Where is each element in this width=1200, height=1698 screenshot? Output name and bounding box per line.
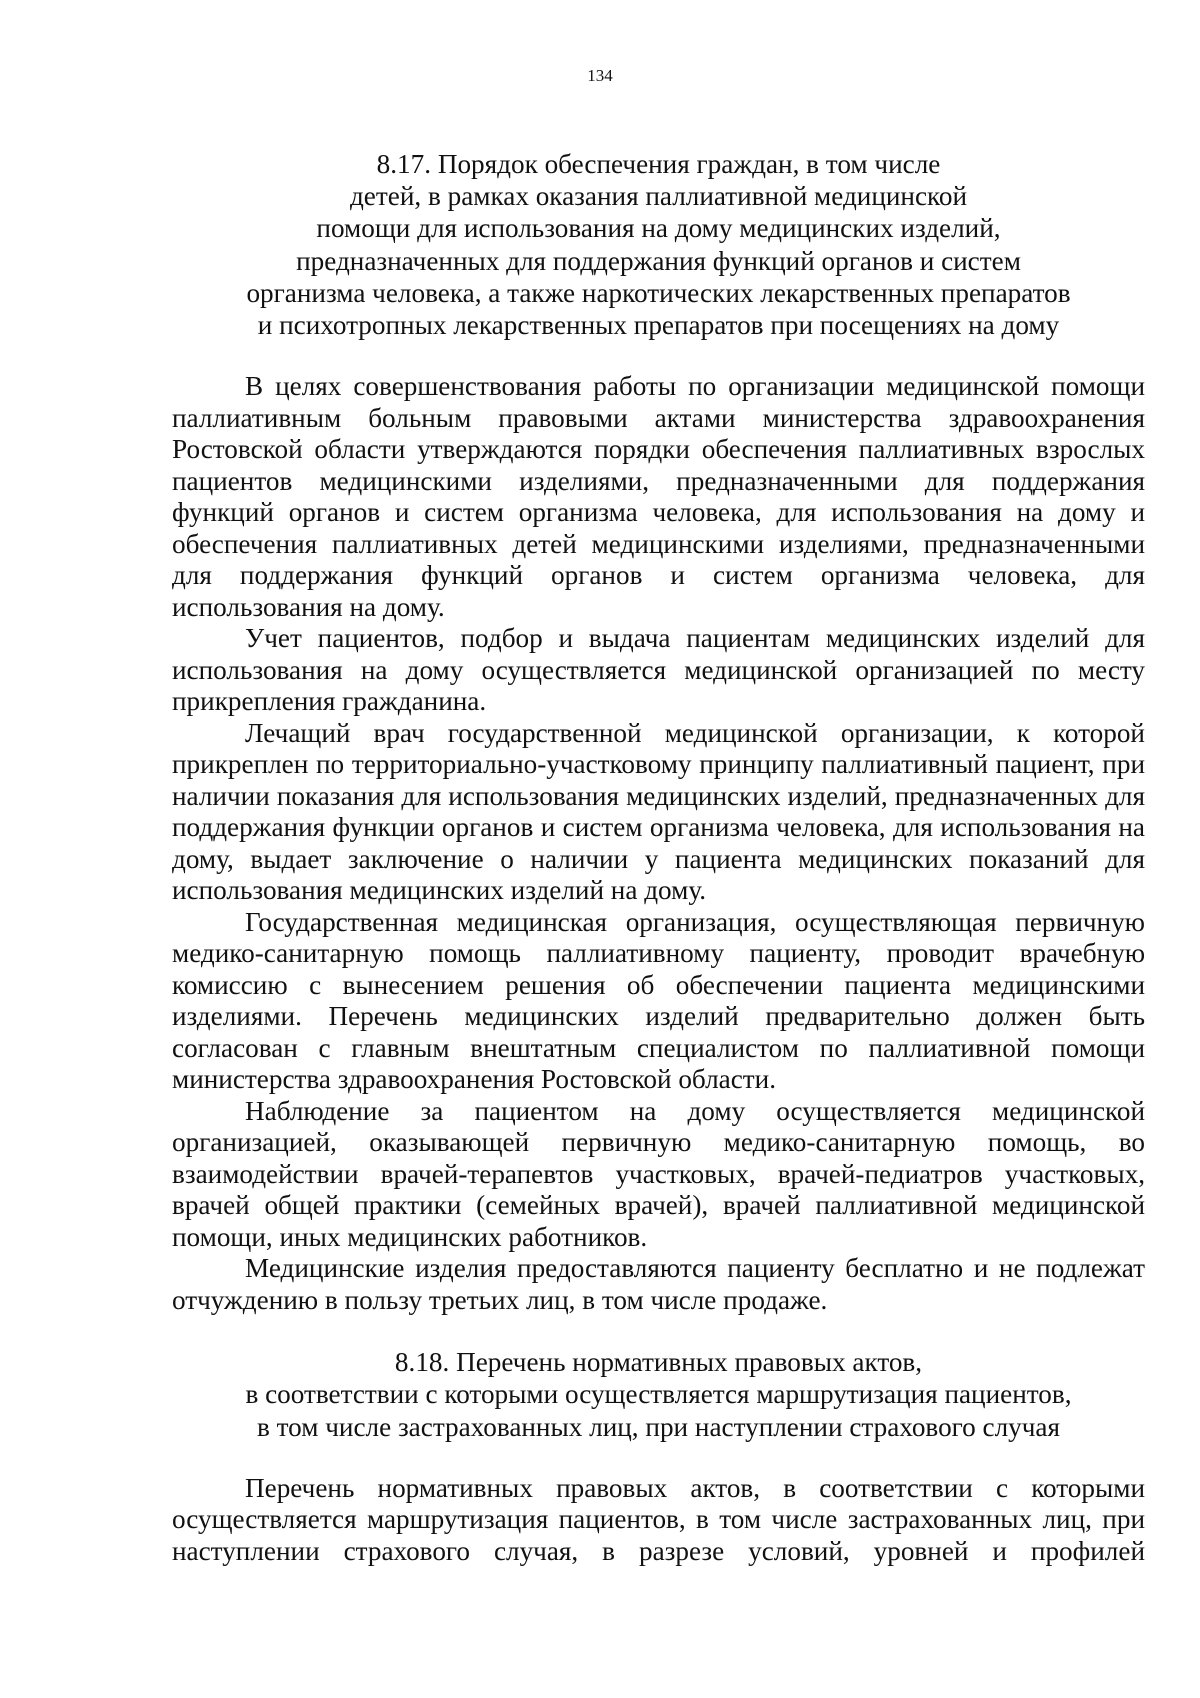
heading-line: и психотропных лекарственных препаратов при посещениях на дому bbox=[257, 310, 1060, 341]
paragraph: В целях совершенствования работы по организации медицинской помощи паллиативным больным правовыми актами министерства здравоохранения Ростовской области утверждаются порядки обеспечения паллиативных взрослых пациентов медицинскими изделиями, предназначенными для поддержания функций органов и систем организма человека, для использования на дому и обеспечения паллиативных детей медицинскими изделиями, предназначенными для поддержания функций органов и систем организма человека, для использования на дому. bbox=[172, 371, 1145, 622]
page-content bbox=[172, 148, 1145, 1567]
paragraph: Перечень нормативных правовых актов, в соответствии с которыми осуществляется маршрутизация пациентов, в том числе застрахованных лиц, при наступлении страхового случая, в разрезе условий, уровней и профилей bbox=[172, 1472, 1145, 1566]
section-8-17-heading bbox=[172, 148, 1145, 341]
heading-line: помощи для использования на дому медицинских изделий, bbox=[316, 213, 1001, 244]
paragraph: Медицинские изделия предоставляются пациенту бесплатно и не подлежат отчуждению в пользу третьих лиц, в том числе продаже. bbox=[172, 1253, 1145, 1315]
heading-line: организма человека, а также наркотических лекарственных препаратов bbox=[246, 277, 1071, 308]
heading-line: предназначенных для поддержания функций органов и систем bbox=[296, 245, 1021, 276]
heading-line: 8.18. Перечень нормативных правовых актов, bbox=[394, 1347, 923, 1378]
page-number: 134 bbox=[587, 66, 613, 85]
paragraph: Государственная медицинская организация, осуществляющая первичную медико-санитарную помощь паллиативному пациенту, проводит врачебную комиссию с вынесением решения об обеспечении пациента медицинскими изделиями. Перечень медицинских изделий предварительно должен быть согласован с главным внештатным специалистом по паллиативной помощи министерства здравоохранения Ростовской области. bbox=[172, 906, 1145, 1095]
paragraph: Лечащий врач государственной медицинской организации, к которой прикреплен по территориально-участковому принципу паллиативный пациент, при наличии показания для использования медицинских изделий, предназначенных для поддержания функции органов и систем организма человека, для использования на дому, выдает заключение о наличии у пациента медицинских показаний для использования медицинских изделий на дому. bbox=[172, 717, 1145, 906]
heading-line: 8.17. Порядок обеспечения граждан, в том числе bbox=[376, 149, 941, 179]
heading-line: в соответствии с которыми осуществляется маршрутизация пациентов, bbox=[245, 1379, 1072, 1410]
paragraph: Учет пациентов, подбор и выдача пациентам медицинских изделий для использования на дому осуществляется медицинской организацией по месту прикрепления гражданина. bbox=[172, 623, 1145, 717]
heading-line: детей, в рамках оказания паллиативной медицинской bbox=[349, 181, 968, 212]
heading-line: в том числе застрахованных лиц, при наступлении страхового случая bbox=[256, 1411, 1060, 1442]
section-8-18-heading bbox=[172, 1346, 1145, 1443]
spacer bbox=[172, 1316, 1145, 1346]
spacer bbox=[172, 1443, 1145, 1473]
spacer bbox=[172, 341, 1145, 371]
paragraph: Наблюдение за пациентом на дому осуществляется медицинской организацией, оказывающей первичную медико-санитарную помощь, во взаимодействии врачей-терапевтов участковых, врачей-педиатров участковых, врачей общей практики (семейных врачей), врачей паллиативной медицинской помощи, иных медицинских работников. bbox=[172, 1095, 1145, 1252]
